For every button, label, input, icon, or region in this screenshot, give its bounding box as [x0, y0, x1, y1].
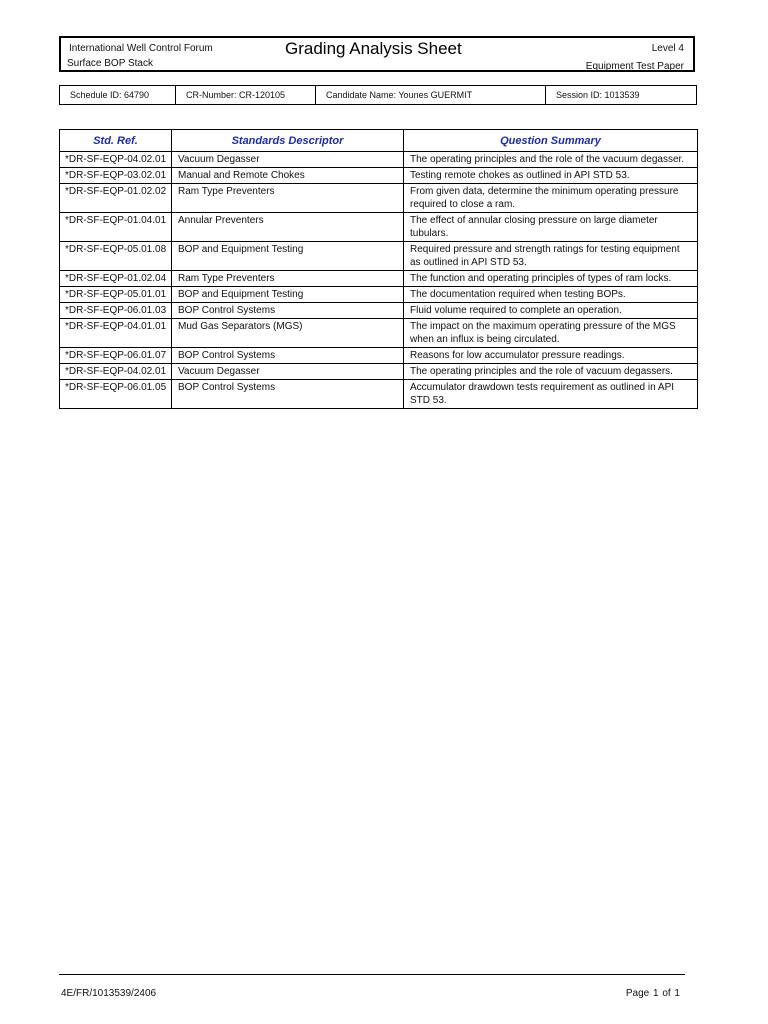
table-row — [60, 168, 698, 184]
std-ref-cell: *DR-SF-EQP-04.02.01 — [60, 152, 172, 168]
descriptor-cell: BOP Control Systems — [172, 303, 404, 319]
footer-divider — [59, 974, 685, 975]
grading-table — [59, 129, 698, 409]
column-header-question-summary: Question Summary — [404, 130, 698, 152]
summary-cell: The documentation required when testing BOPs. — [404, 287, 698, 303]
descriptor-cell: Vacuum Degasser — [172, 364, 404, 380]
column-header-standards-descriptor: Standards Descriptor — [172, 130, 404, 152]
table-row — [60, 152, 698, 168]
table-row — [60, 287, 698, 303]
summary-cell: Accumulator drawdown tests requirement as outlined in API STD 53. — [404, 380, 698, 409]
document-code: 4E/FR/1013539/2406 — [61, 988, 157, 999]
candidate-info-row — [59, 85, 697, 105]
summary-cell: Testing remote chokes as outlined in API STD 53. — [404, 168, 698, 184]
summary-cell: The effect of annular closing pressure on large diameter tubulars. — [404, 213, 698, 242]
organization-name: International Well Control Forum — [69, 43, 213, 54]
table-row — [60, 303, 698, 319]
std-ref-cell: *DR-SF-EQP-01.04.01 — [60, 213, 172, 242]
descriptor-cell: Manual and Remote Chokes — [172, 168, 404, 184]
descriptor-cell: BOP Control Systems — [172, 348, 404, 364]
table-row — [60, 364, 698, 380]
candidate-name: Candidate Name: Younes GUERMIT — [316, 86, 546, 104]
summary-cell: Required pressure and strength ratings for testing equipment as outlined in API STD 53. — [404, 242, 698, 271]
descriptor-cell: Ram Type Preventers — [172, 184, 404, 213]
summary-cell: The operating principles and the role of vacuum degassers. — [404, 364, 698, 380]
std-ref-cell: *DR-SF-EQP-04.01.01 — [60, 319, 172, 348]
std-ref-cell: *DR-SF-EQP-05.01.08 — [60, 242, 172, 271]
descriptor-cell: Vacuum Degasser — [172, 152, 404, 168]
summary-cell: Reasons for low accumulator pressure readings. — [404, 348, 698, 364]
document-header — [59, 36, 695, 72]
std-ref-cell: *DR-SF-EQP-06.01.05 — [60, 380, 172, 409]
summary-cell: From given data, determine the minimum operating pressure required to close a ram. — [404, 184, 698, 213]
table-row — [60, 380, 698, 409]
cr-number: CR-Number: CR-120105 — [176, 86, 316, 104]
descriptor-cell: Mud Gas Separators (MGS) — [172, 319, 404, 348]
subject-name: Surface BOP Stack — [67, 58, 153, 69]
std-ref-cell: *DR-SF-EQP-04.02.01 — [60, 364, 172, 380]
std-ref-cell: *DR-SF-EQP-05.01.01 — [60, 287, 172, 303]
summary-cell: The operating principles and the role of the vacuum degasser. — [404, 152, 698, 168]
descriptor-cell: BOP and Equipment Testing — [172, 242, 404, 271]
table-row — [60, 271, 698, 287]
table-row — [60, 319, 698, 348]
level-label: Level 4 — [651, 43, 684, 54]
page-number: Page 1 of 1 — [625, 988, 680, 999]
table-row — [60, 213, 698, 242]
descriptor-cell: BOP and Equipment Testing — [172, 287, 404, 303]
table-row — [60, 348, 698, 364]
table-row — [60, 184, 698, 213]
std-ref-cell: *DR-SF-EQP-01.02.02 — [60, 184, 172, 213]
summary-cell: The function and operating principles of types of ram locks. — [404, 271, 698, 287]
descriptor-cell: Ram Type Preventers — [172, 271, 404, 287]
page-title: Grading Analysis Sheet — [285, 39, 462, 58]
summary-cell: Fluid volume required to complete an operation. — [404, 303, 698, 319]
session-id: Session ID: 1013539 — [556, 90, 640, 100]
paper-type: Equipment Test Paper — [585, 61, 684, 72]
std-ref-cell: *DR-SF-EQP-06.01.07 — [60, 348, 172, 364]
summary-cell: The impact on the maximum operating pressure of the MGS when an influx is being circulated. — [404, 319, 698, 348]
descriptor-cell: Annular Preventers — [172, 213, 404, 242]
std-ref-cell: *DR-SF-EQP-06.01.03 — [60, 303, 172, 319]
column-header-std-ref: Std. Ref. — [60, 130, 172, 152]
table-row — [60, 242, 698, 271]
schedule-id: Schedule ID: 64790 — [60, 86, 176, 104]
std-ref-cell: *DR-SF-EQP-03.02.01 — [60, 168, 172, 184]
descriptor-cell: BOP Control Systems — [172, 380, 404, 409]
table-header-row — [60, 130, 698, 152]
std-ref-cell: *DR-SF-EQP-01.02.04 — [60, 271, 172, 287]
